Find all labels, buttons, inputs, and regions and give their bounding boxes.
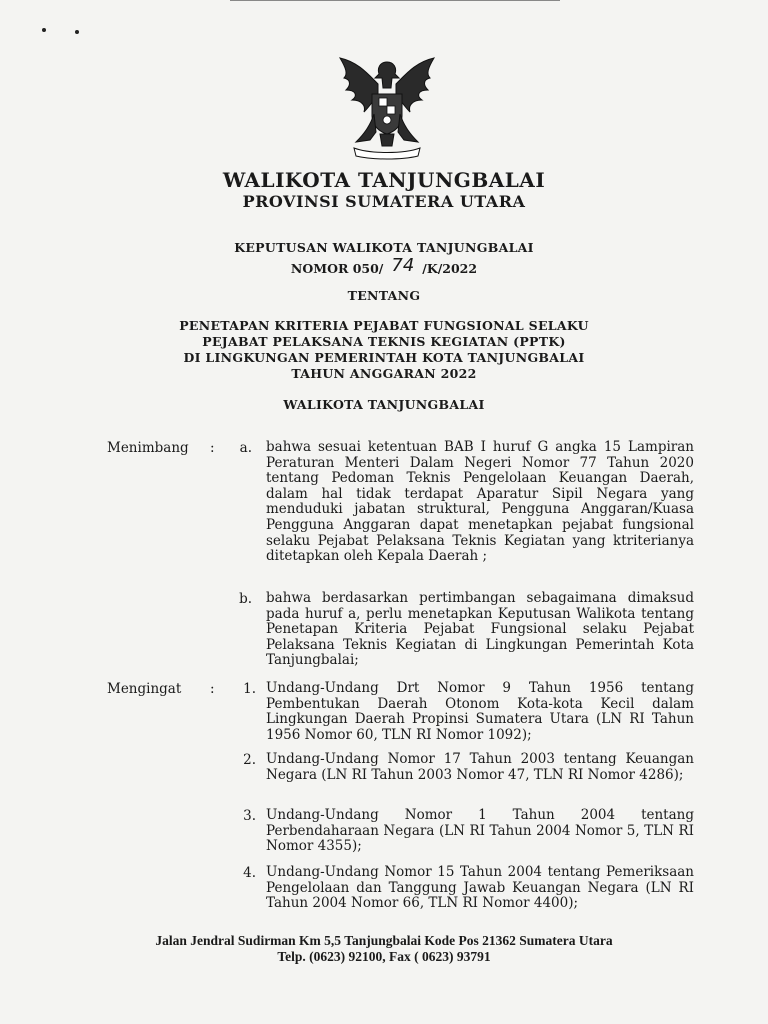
- mengingat-item-text: Undang-Undang Nomor 1 Tahun 2004 tentang Perbendaharaan Negara (LN RI Tahun 2004 Nomor 5, TLN RI Nomor 4355);: [266, 807, 694, 855]
- decree-subject-line: PEJABAT PELAKSANA TEKNIS KEGIATAN (PPTK): [202, 334, 566, 349]
- decree-number-suffix: /K/2022: [422, 261, 478, 276]
- mengingat-colon: :: [210, 681, 215, 697]
- mengingat-item-text: Undang-Undang Nomor 15 Tahun 2004 tentang Pemeriksaan Pengelolaan dan Tanggung Jawab Keuangan Negara (LN RI Tahun 2004 Nomor 66, TLN RI Nomor 4400);: [266, 864, 694, 912]
- mengingat-item-marker: 4.: [243, 865, 256, 881]
- mengingat-item-marker: 1.: [243, 681, 256, 697]
- decree-about: TENTANG: [347, 288, 421, 303]
- menimbang-item-text: bahwa berdasarkan pertimbangan sebagaimana dimaksud pada huruf a, perlu menetapkan Keputusan Walikota tentang Penetapan Kriteria Pejabat Fungsional selaku Pejabat Pelaksana Teknis Kegiatan di Lingkungan Pemerintah Kota Tanjungbalai;: [266, 590, 694, 669]
- mengingat-item-text: Undang-Undang Nomor 17 Tahun 2003 tentang Keuangan Negara (LN RI Tahun 2003 Nomor 47, TLN RI Nomor 4286);: [266, 751, 694, 783]
- decree-subject-line: PENETAPAN KRITERIA PEJABAT FUNGSIONAL SELAKU: [179, 318, 589, 333]
- decree-title: KEPUTUSAN WALIKOTA TANJUNGBALAI: [234, 240, 534, 255]
- decree-issuer: WALIKOTA TANJUNGBALAI: [283, 397, 485, 412]
- footer-address: Jalan Jendral Sudirman Km 5,5 Tanjungbalai Kode Pos 21362 Sumatera Utara: [155, 933, 613, 948]
- decree-subject-line: TAHUN ANGGARAN 2022: [291, 366, 477, 381]
- scan-speck: [42, 28, 46, 32]
- header-title: WALIKOTA TANJUNGBALAI: [222, 168, 546, 192]
- mengingat-item-marker: 3.: [243, 808, 256, 824]
- decree-number-handwritten: 74: [391, 255, 415, 276]
- decree-subject-line: DI LINGKUNGAN PEMERINTAH KOTA TANJUNGBALAI: [183, 350, 585, 365]
- mengingat-item-text: Undang-Undang Drt Nomor 9 Tahun 1956 tentang Pembentukan Daerah Otonom Kota-kota Kecil dalam Lingkungan Daerah Propinsi Sumatera Utara (LN RI Tahun 1956 Nomor 60, TLN RI Nomor 1092);: [266, 680, 694, 743]
- header-province: PROVINSI SUMATERA UTARA: [242, 192, 526, 211]
- menimbang-item-text: bahwa sesuai ketentuan BAB I huruf G angka 15 Lampiran Peraturan Menteri Dalam Negeri Nomor 77 Tahun 2020 tentang Pedoman Teknis Pengelolaan Keuangan Daerah, dalam hal tidak terdapat Aparatur Sipil Negara yang menduduki jabatan struktural, Pengguna Anggaran/Kuasa Pengguna Anggaran dapat menetapkan pejabat fungsional selaku Pejabat Pelaksana Teknis Kegiatan yang ktriterianya ditetapkan oleh Kepala Daerah ;: [266, 439, 694, 565]
- footer-phone: Telp. (0623) 92100, Fax ( 0623) 93791: [277, 949, 491, 964]
- menimbang-item-marker: a.: [239, 440, 252, 456]
- decree-number: [0, 257, 768, 278]
- menimbang-item-marker: b.: [239, 591, 252, 607]
- menimbang-colon: :: [210, 440, 215, 456]
- mengingat-item-marker: 2.: [243, 752, 256, 768]
- garuda-emblem-icon: [330, 54, 444, 164]
- scan-edge-line: [230, 0, 560, 1]
- scan-speck: [75, 30, 79, 34]
- decree-number-prefix: NOMOR 050/: [290, 261, 384, 276]
- mengingat-label: Mengingat: [107, 681, 182, 697]
- menimbang-label: Menimbang: [107, 440, 189, 456]
